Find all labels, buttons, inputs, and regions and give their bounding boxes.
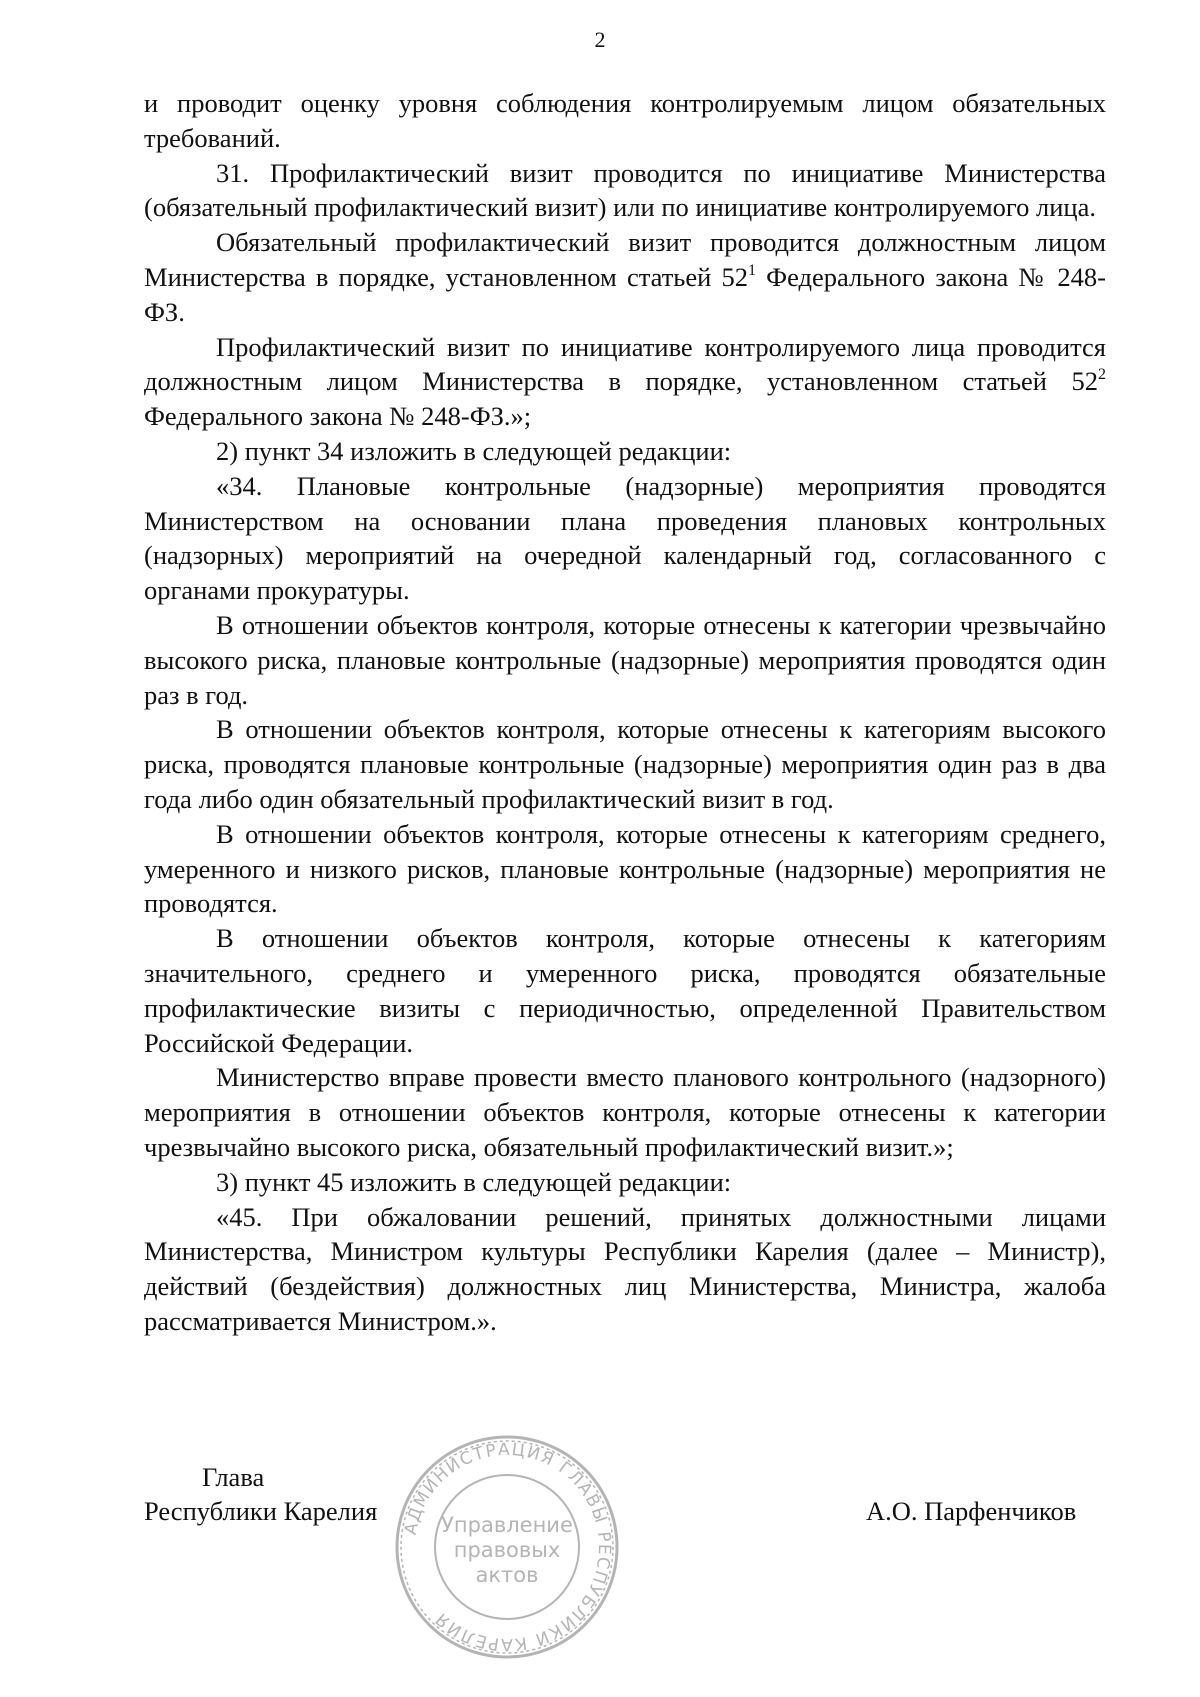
item-2: 2) пункт 34 изложить в следующей редакции: <box>216 435 732 466</box>
paragraph-extreme-risk: В отношении объектов контроля, которые отнесены к категории чрезвычайно высокого риска, плановые контрольные (надзорные) мероприятия проводятся один раз в год. <box>144 609 1106 710</box>
seal-inner-line2: правовых <box>453 1538 561 1562</box>
paragraph-text: Профилактический визит по инициативе контролируемого лица проводится должностным лицом Министерства в порядке, установленном статьей 52 <box>144 331 1106 397</box>
paragraph-text: Федерального закона № 248-ФЗ. <box>144 261 1106 327</box>
paragraph-45: «45. При обжаловании решений, принятых должностными лицами Министерства, Министром культуры Республики Карелия (далее – Министр), действий (бездействия) должностных лиц Министерства, Министра, жалоба рассматривается Министром.». <box>144 1201 1106 1336</box>
paragraph-text: Обязательный профилактический визит проводится должностным лицом Министерства в порядке, установленном статьей 52 <box>144 227 1106 292</box>
page-number: 2 <box>594 27 606 52</box>
paragraph-medium-risk: В отношении объектов контроля, которые отнесены к категориям среднего, умеренного и низкого рисков, плановые контрольные (надзорные) мероприятия не проводятся. <box>144 818 1106 919</box>
superscript: 1 <box>747 261 756 279</box>
paragraph-ministry-right: Министерство вправе провести вместо планового контрольного (надзорного) мероприятия в отношении объектов контроля, которые отнесены к категории чрезвычайно высокого риска, обязательный профилактический визит.»; <box>144 1062 1106 1162</box>
item-3: 3) пункт 45 изложить в следующей редакции: <box>216 1166 732 1197</box>
seal-outer-text: АДМИНИСТРАЦИЯ ГЛАВЫ РЕСПУБЛИКИ КАРЕЛИЯ <box>400 1439 615 1655</box>
document-body <box>144 86 1106 1339</box>
paragraph-high-risk: В отношении объектов контроля, которые отнесены к категориям высокого риска, проводятся плановые контрольные (надзорные) мероприятия один раз в два года либо один обязательный профилактический визит в год. <box>144 714 1106 814</box>
seal-inner-line1: Управление <box>441 1513 573 1537</box>
official-seal <box>392 1432 622 1662</box>
signatory-title-line1: Глава <box>202 1462 265 1492</box>
paragraph-significant-risk: В отношении объектов контроля, которые отнесены к категориям значительного, среднего и умеренного риска, проводятся обязательные профилактические визиты с периодичностью, определенной Правительством Российской Федерации. <box>144 923 1106 1058</box>
seal-inner-line3: актов <box>475 1563 539 1587</box>
paragraph-34: «34. Плановые контрольные (надзорные) мероприятия проводятся Министерством на основании плана проведения плановых контрольных (надзорных) мероприятий на очередной календарный год, согласованного с органами прокуратуры. <box>144 470 1106 606</box>
signatory-name: А.О. Парфенчиков <box>866 1496 1077 1526</box>
signatory-title <box>144 1460 377 1528</box>
paragraph-initiative-visit <box>144 330 1106 434</box>
signatory-title-line2: Республики Карелия <box>144 1496 378 1526</box>
superscript: 2 <box>1098 366 1106 384</box>
paragraph-31: 31. Профилактический визит проводится по инициативе Министерства (обязательный профилактический визит) или по инициативе контролируемого лица. <box>144 157 1106 223</box>
paragraph-mandatory-visit <box>144 225 1106 329</box>
paragraph-text: Федерального закона № 248-ФЗ.»; <box>144 401 532 432</box>
paragraph-continuation: и проводит оценку уровня соблюдения контролируемым лицом обязательных требований. <box>144 88 1106 153</box>
